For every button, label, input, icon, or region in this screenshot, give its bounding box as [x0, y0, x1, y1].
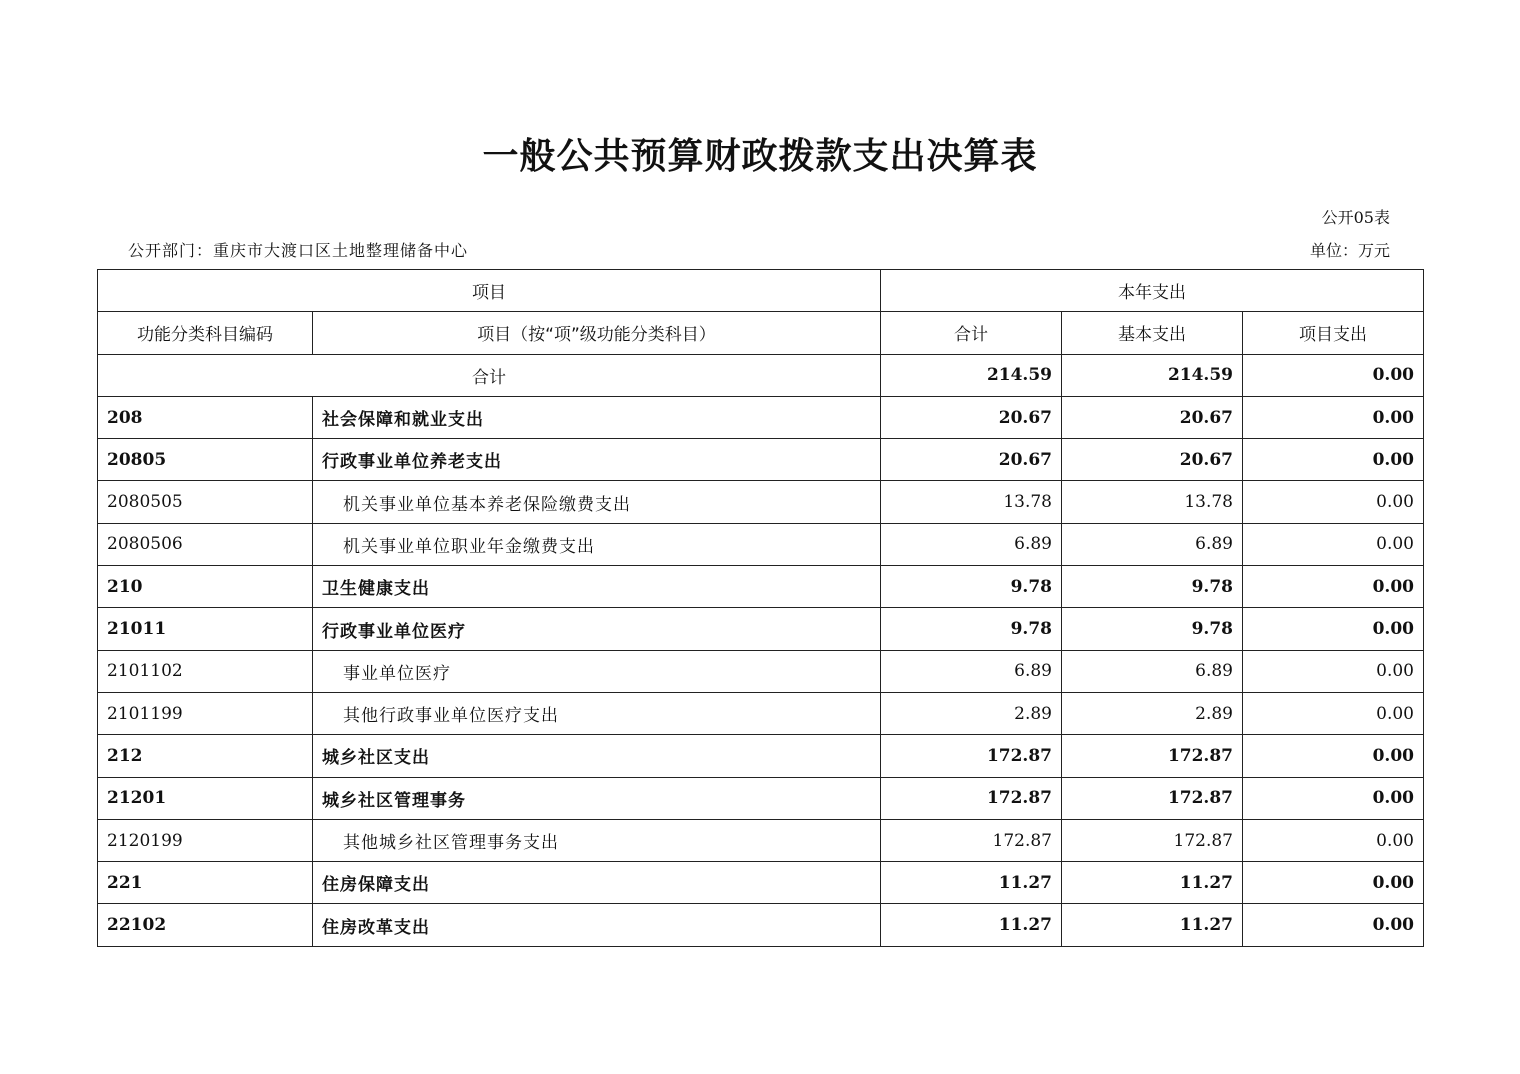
total-cell: 9.78 [881, 566, 1062, 608]
basic-cell: 172.87 [1062, 777, 1243, 819]
name-cell: 行政事业单位医疗 [313, 608, 881, 650]
name-cell: 机关事业单位职业年金缴费支出 [313, 523, 881, 565]
total-cell: 11.27 [881, 862, 1062, 904]
table-number: 公开05表 [1321, 208, 1390, 227]
code-cell: 2120199 [98, 819, 313, 861]
name-cell: 事业单位医疗 [313, 650, 881, 692]
column-header-basic: 基本支出 [1062, 312, 1243, 354]
project-cell: 0.00 [1243, 566, 1424, 608]
code-cell: 2101102 [98, 650, 313, 692]
basic-cell: 6.89 [1062, 650, 1243, 692]
project-cell: 0.00 [1243, 904, 1424, 946]
code-cell: 20805 [98, 439, 313, 481]
basic-cell: 11.27 [1062, 904, 1243, 946]
name-cell: 行政事业单位养老支出 [313, 439, 881, 481]
table-row [98, 650, 1424, 692]
total-cell: 6.89 [881, 650, 1062, 692]
total-cell: 20.67 [881, 396, 1062, 438]
total-cell: 172.87 [881, 777, 1062, 819]
project-cell: 0.00 [1243, 735, 1424, 777]
total-cell: 13.78 [881, 481, 1062, 523]
basic-cell: 20.67 [1062, 396, 1243, 438]
total-cell: 6.89 [881, 523, 1062, 565]
table-row [98, 439, 1424, 481]
column-header-total: 合计 [881, 312, 1062, 354]
total-total-cell: 214.59 [881, 354, 1062, 396]
project-cell: 0.00 [1243, 862, 1424, 904]
basic-cell: 172.87 [1062, 735, 1243, 777]
column-header-code: 功能分类科目编码 [98, 312, 313, 354]
column-header-name: 项目（按“项”级功能分类科目） [313, 312, 881, 354]
code-cell: 2080505 [98, 481, 313, 523]
header-project: 项目 [98, 270, 881, 312]
code-cell: 22102 [98, 904, 313, 946]
basic-cell: 172.87 [1062, 819, 1243, 861]
total-cell: 2.89 [881, 692, 1062, 734]
name-cell: 社会保障和就业支出 [313, 396, 881, 438]
basic-cell: 6.89 [1062, 523, 1243, 565]
table-row [98, 396, 1424, 438]
basic-cell: 20.67 [1062, 439, 1243, 481]
code-cell: 221 [98, 862, 313, 904]
project-cell: 0.00 [1243, 692, 1424, 734]
name-cell: 城乡社区管理事务 [313, 777, 881, 819]
basic-cell: 11.27 [1062, 862, 1243, 904]
column-header-project: 项目支出 [1243, 312, 1424, 354]
name-cell: 住房改革支出 [313, 904, 881, 946]
code-cell: 212 [98, 735, 313, 777]
name-cell: 其他城乡社区管理事务支出 [313, 819, 881, 861]
table-row [98, 608, 1424, 650]
name-cell: 住房保障支出 [313, 862, 881, 904]
code-cell: 210 [98, 566, 313, 608]
project-cell: 0.00 [1243, 523, 1424, 565]
table-row [98, 819, 1424, 861]
table-row [98, 904, 1424, 946]
name-cell: 其他行政事业单位医疗支出 [313, 692, 881, 734]
table-row [98, 481, 1424, 523]
basic-cell: 2.89 [1062, 692, 1243, 734]
project-cell: 0.00 [1243, 608, 1424, 650]
project-cell: 0.00 [1243, 439, 1424, 481]
total-cell: 9.78 [881, 608, 1062, 650]
basic-cell: 13.78 [1062, 481, 1243, 523]
total-project-cell: 0.00 [1243, 354, 1424, 396]
total-label: 合计 [98, 354, 881, 396]
table-row [98, 735, 1424, 777]
table-row [98, 862, 1424, 904]
project-cell: 0.00 [1243, 396, 1424, 438]
page-title: 一般公共预算财政拨款支出决算表 [482, 136, 1038, 177]
code-cell: 2101199 [98, 692, 313, 734]
table-row [98, 566, 1424, 608]
table-row [98, 692, 1424, 734]
code-cell: 21011 [98, 608, 313, 650]
project-cell: 0.00 [1243, 777, 1424, 819]
total-cell: 20.67 [881, 439, 1062, 481]
unit-label: 单位：万元 [1309, 241, 1390, 260]
header-year-expense: 本年支出 [881, 270, 1424, 312]
project-cell: 0.00 [1243, 650, 1424, 692]
table-row [98, 777, 1424, 819]
total-cell: 11.27 [881, 904, 1062, 946]
total-basic-cell: 214.59 [1062, 354, 1243, 396]
name-cell: 卫生健康支出 [313, 566, 881, 608]
code-cell: 21201 [98, 777, 313, 819]
expense-table [97, 269, 1424, 947]
name-cell: 城乡社区支出 [313, 735, 881, 777]
basic-cell: 9.78 [1062, 566, 1243, 608]
project-cell: 0.00 [1243, 481, 1424, 523]
total-cell: 172.87 [881, 735, 1062, 777]
total-row [98, 354, 1424, 396]
code-cell: 208 [98, 396, 313, 438]
name-cell: 机关事业单位基本养老保险缴费支出 [313, 481, 881, 523]
total-cell: 172.87 [881, 819, 1062, 861]
table-row [98, 523, 1424, 565]
project-cell: 0.00 [1243, 819, 1424, 861]
basic-cell: 9.78 [1062, 608, 1243, 650]
code-cell: 2080506 [98, 523, 313, 565]
department-label: 公开部门：重庆市大渡口区土地整理储备中心 [128, 241, 469, 260]
